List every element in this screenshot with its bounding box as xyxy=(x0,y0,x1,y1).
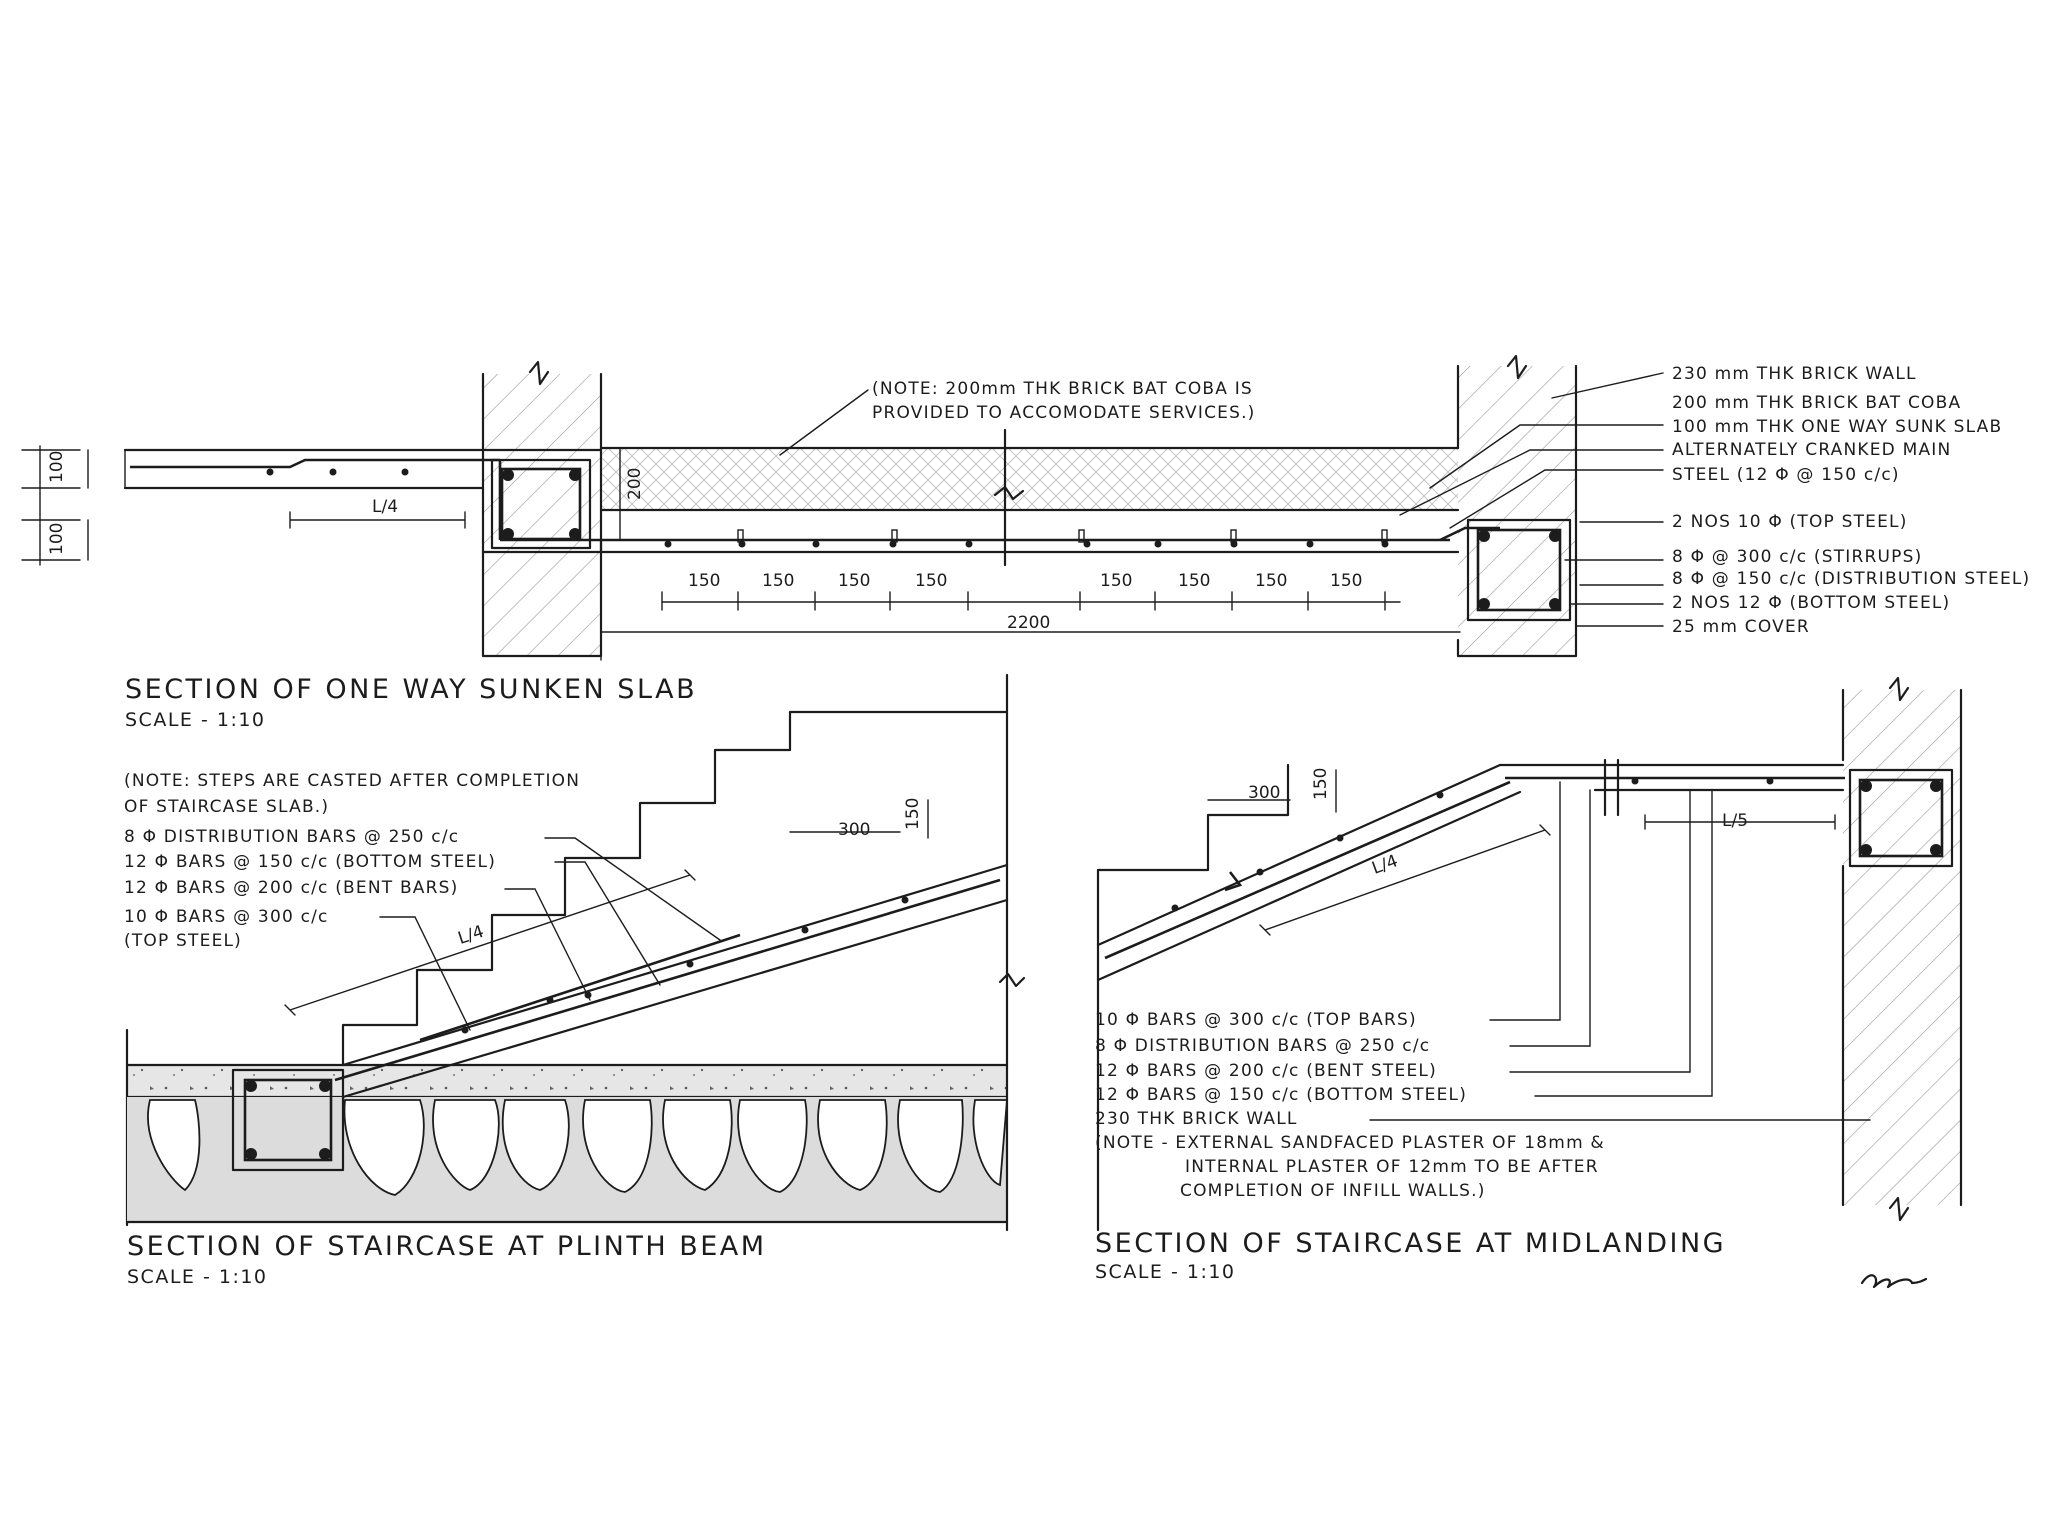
dim-tread-right: 300 xyxy=(1248,783,1281,803)
right-title: SECTION OF STAIRCASE AT MIDLANDING xyxy=(1095,1228,1727,1259)
dim-space-4: 150 xyxy=(915,571,948,591)
right-note-line3: COMPLETION OF INFILL WALLS.) xyxy=(1180,1181,1486,1201)
left-label-bottom-steel: 12 Φ BARS @ 150 c/c (BOTTOM STEEL) xyxy=(124,852,497,872)
dim-left-bottom: 100 xyxy=(47,522,67,555)
midlanding-section xyxy=(1095,678,1961,1287)
right-label-brick-wall: 230 THK BRICK WALL xyxy=(1095,1109,1298,1129)
dim-riser-left: 150 xyxy=(903,797,923,830)
dim-depth: 200 xyxy=(625,467,645,500)
dim-riser-right: 150 xyxy=(1311,767,1331,800)
plinth-beam-section xyxy=(124,675,1024,1288)
label-main-steel-1: ALTERNATELY CRANKED MAIN xyxy=(1672,440,1952,460)
dim-space-6: 150 xyxy=(1178,571,1211,591)
dim-left-top: 100 xyxy=(47,450,67,483)
left-note-line1: (NOTE: STEPS ARE CASTED AFTER COMPLETION xyxy=(124,771,581,791)
signature xyxy=(1862,1275,1926,1287)
sunken-slab-section xyxy=(22,356,2030,731)
right-scale: SCALE - 1:10 xyxy=(1095,1261,1236,1283)
label-top-steel: 2 NOS 10 Φ (TOP STEEL) xyxy=(1672,512,1908,532)
left-label-top-steel-1: 10 Φ BARS @ 300 c/c xyxy=(124,907,329,927)
left-label-bent-bars: 12 Φ BARS @ 200 c/c (BENT BARS) xyxy=(124,878,459,898)
label-sunk-slab: 100 mm THK ONE WAY SUNK SLAB xyxy=(1672,417,2003,437)
label-cover: 25 mm COVER xyxy=(1672,617,1810,637)
midlanding-brick-wall xyxy=(1843,690,1961,1205)
dim-space-3: 150 xyxy=(838,571,871,591)
left-label-distribution: 8 Φ DISTRIBUTION BARS @ 250 c/c xyxy=(124,827,460,847)
left-note-line2: OF STAIRCASE SLAB.) xyxy=(124,797,330,817)
right-label-top-bars: 10 Φ BARS @ 300 c/c (TOP BARS) xyxy=(1095,1010,1417,1030)
dim-tread-left: 300 xyxy=(838,820,871,840)
left-title: SECTION OF STAIRCASE AT PLINTH BEAM xyxy=(127,1231,767,1262)
right-label-distribution: 8 Φ DISTRIBUTION BARS @ 250 c/c xyxy=(1095,1036,1431,1056)
label-stirrups: 8 Φ @ 300 c/c (STIRRUPS) xyxy=(1672,547,1923,567)
label-bottom-steel: 2 NOS 12 Φ (BOTTOM STEEL) xyxy=(1672,593,1951,613)
right-brick-wall xyxy=(1458,366,1576,656)
top-note-line1: (NOTE: 200mm THK BRICK BAT COBA IS xyxy=(872,379,1253,399)
brick-bat-coba xyxy=(601,448,1458,510)
left-label-top-steel-2: (TOP STEEL) xyxy=(124,931,243,951)
dim-l4-right: L/4 xyxy=(1369,851,1401,879)
right-label-bent-steel: 12 Φ BARS @ 200 c/c (BENT STEEL) xyxy=(1095,1061,1437,1081)
right-label-bottom-steel: 12 Φ BARS @ 150 c/c (BOTTOM STEEL) xyxy=(1095,1085,1468,1105)
label-brick-wall: 230 mm THK BRICK WALL xyxy=(1672,364,1917,384)
label-brick-bat-coba: 200 mm THK BRICK BAT COBA xyxy=(1672,393,1962,413)
right-note-line1: (NOTE - EXTERNAL SANDFACED PLASTER OF 18mm & xyxy=(1095,1133,1605,1153)
right-leaders xyxy=(1370,782,1870,1120)
top-scale: SCALE - 1:10 xyxy=(125,709,266,731)
left-scale: SCALE - 1:10 xyxy=(127,1266,268,1288)
top-title: SECTION OF ONE WAY SUNKEN SLAB xyxy=(125,674,698,705)
dim-space-8: 150 xyxy=(1330,571,1363,591)
dim-space-2: 150 xyxy=(762,571,795,591)
dim-space-7: 150 xyxy=(1255,571,1288,591)
dim-l4-left: L/4 xyxy=(455,921,487,949)
dim-space-5: 150 xyxy=(1100,571,1133,591)
top-note-line2: PROVIDED TO ACCOMODATE SERVICES.) xyxy=(872,403,1256,423)
dim-l4-top: L/4 xyxy=(372,497,399,517)
label-distribution-steel: 8 Φ @ 150 c/c (DISTRIBUTION STEEL) xyxy=(1672,569,2031,589)
right-note-line2: INTERNAL PLASTER OF 12mm TO BE AFTER xyxy=(1185,1157,1599,1177)
dim-space-1: 150 xyxy=(688,571,721,591)
dim-span: 2200 xyxy=(1007,613,1051,633)
label-main-steel-2: STEEL (12 Φ @ 150 c/c) xyxy=(1672,465,1900,485)
dim-l5: L/5 xyxy=(1722,811,1749,831)
top-labels xyxy=(1672,364,2030,637)
